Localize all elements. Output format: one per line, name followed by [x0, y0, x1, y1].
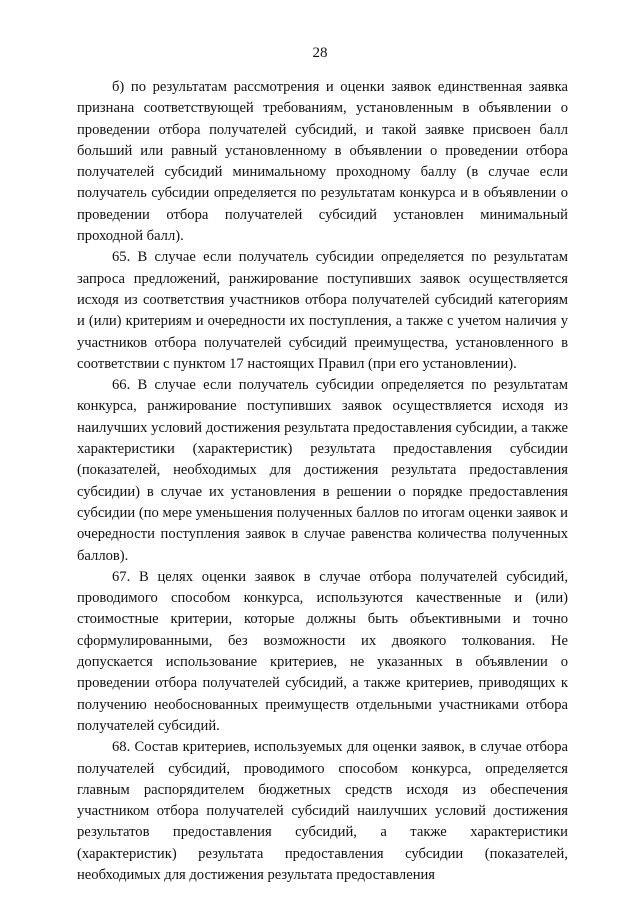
paragraph-68: 68. Состав критериев, используемых для оценки заявок, в случае отбора получателей субсидий, проводимого способом конкурса, определяется главным распорядителем бюджетных средств исходя из обеспечения участником отбора получателей субсидий наилучших условий достижения результатов предоставления субсидий, а также характеристики (характеристик) результата предоставления субсидии (показателей, необходимых для достижения результата предоставления — [77, 739, 568, 883]
page-number: 28 — [312, 45, 328, 61]
document-body — [77, 77, 568, 886]
paragraph-66: 66. В случае если получатель субсидии определяется по результатам конкурса, ранжирование поступивших заявок осуществляется исходя из наилучших условий достижения результата предоставления субсидии, а также характеристики (характеристик) результата предоставления субсидии (показателей, необходимых для достижения результата предоставления субсидии) в случае их установления в решении о порядке предоставления субсидии (по мере уменьшения полученных баллов по итогам оценки заявок и очередности поступления заявок в случае равенства количества полученных баллов). — [77, 377, 568, 564]
paragraph-67: 67. В целях оценки заявок в случае отбора получателей субсидий, проводимого способом конкурса, используются качественные и (или) стоимостные критерии, которые должны быть объективными и точно сформулированными, без возможности их двоякого толкования. Не допускается использование критериев, не указанных в объявлении о проведении отбора получателей субсидий, а также критериев, приводящих к получению необоснованных преимуществ отдельными участниками отбора получателей субсидий. — [77, 568, 568, 734]
paragraph-65: 65. В случае если получатель субсидии определяется по результатам запроса предложений, ранжирование поступивших заявок осуществляется исходя из соответствия участников отбора получателей субсидий категориям и (или) критериям и очередности их поступления, а также с учетом наличия у участников отбора получателей субсидий преимущества, установленного в соответствии с пунктом 17 настоящих Правил (при его установлении). — [77, 249, 568, 372]
paragraph-b: б) по результатам рассмотрения и оценки заявок единственная заявка признана соответствующей требованиям, установленным в объявлении о проведении отбора получателей субсидий, и такой заявке присвоен балл больший или равный установленному в объявлении о проведении отбора получателей субсидий минимальному проходному баллу (в случае если получатель субсидии определяется по результатам конкурса и в объявлении о проведении отбора получателей субсидий установлен минимальный проходной балл). — [77, 79, 568, 245]
